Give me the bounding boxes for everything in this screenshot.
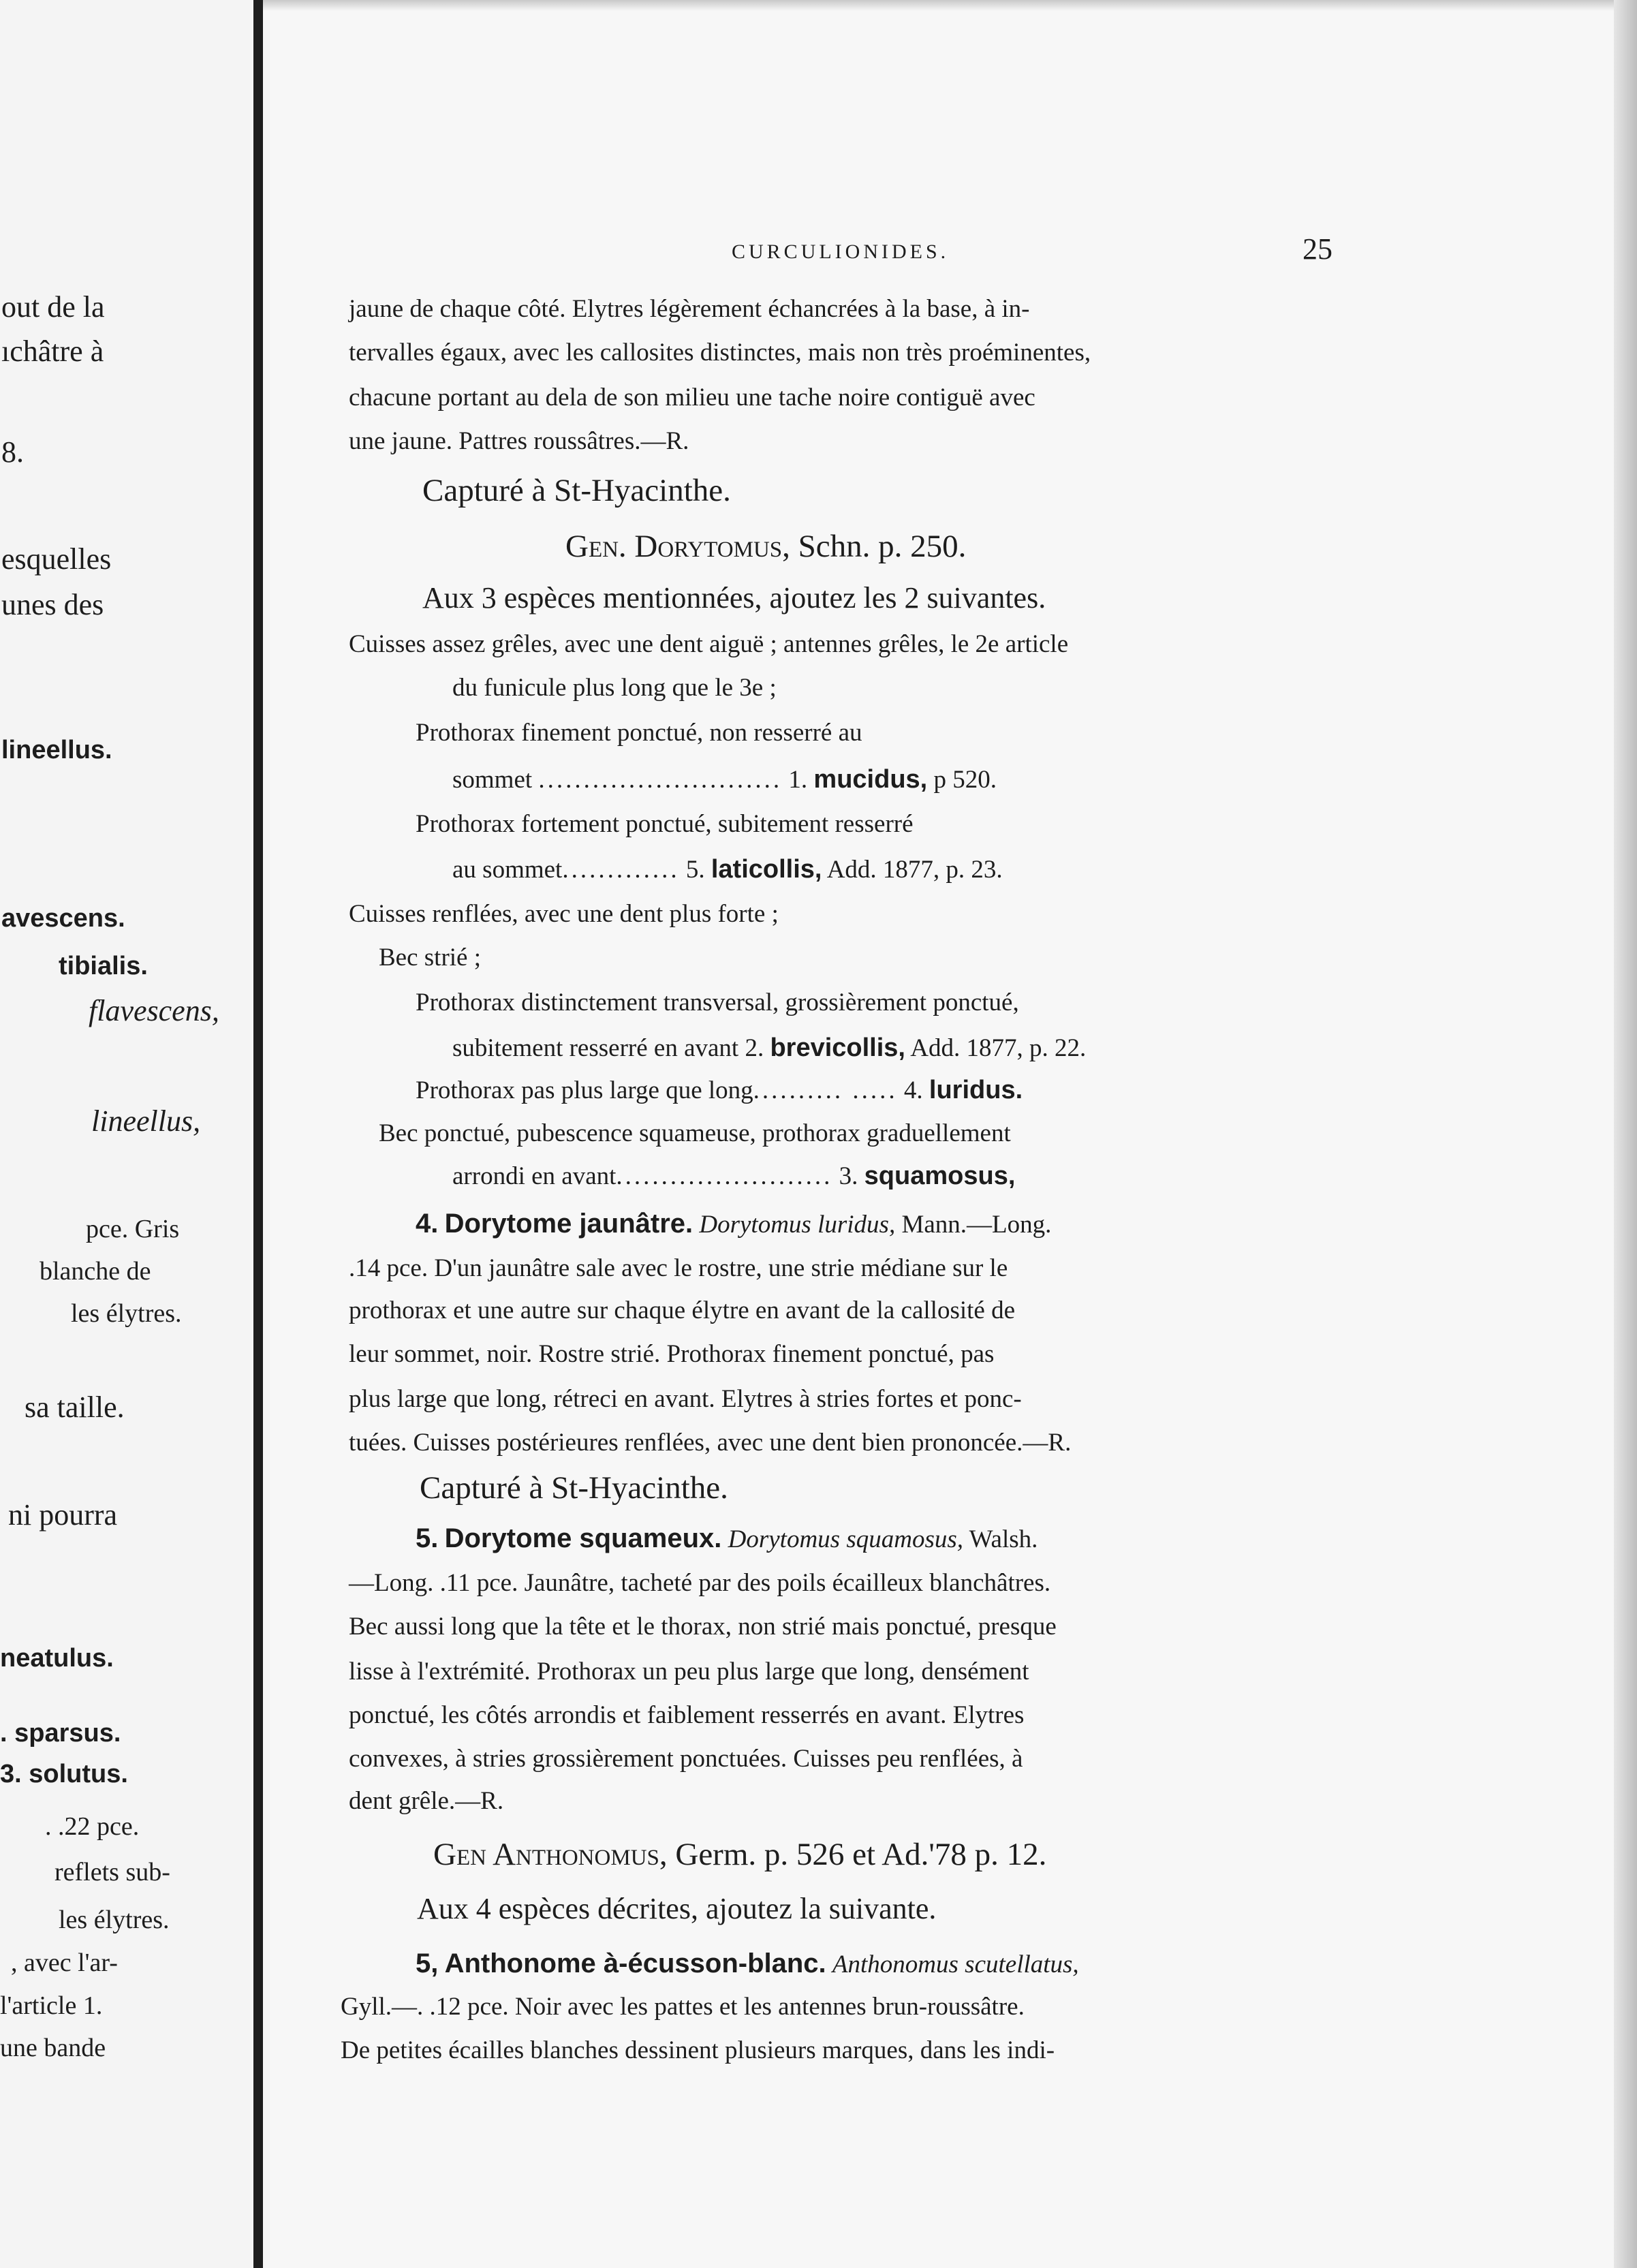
- leader-dots: .......... .....: [753, 1076, 898, 1104]
- book-gutter: [253, 0, 263, 2268]
- species-common-name: Anthonome à-écusson-blanc.: [444, 1948, 826, 1978]
- left-line: blanche de: [40, 1257, 151, 1286]
- left-line: 8.: [1, 435, 24, 469]
- key-line: du funicule plus long que le 3e ;: [452, 674, 777, 702]
- text-line: tuées. Cuisses postérieures renflées, avec une dent bien prononcée.—R.: [349, 1429, 1072, 1457]
- species-latin-name: Dorytomus squamosus,: [728, 1525, 963, 1553]
- key-line: Bec ponctué, pubescence squameuse, prothorax graduellement: [379, 1119, 1011, 1147]
- key-line: Cuisses renflées, avec une dent plus forte ;: [349, 900, 779, 928]
- species-name: brevicollis,: [770, 1034, 905, 1062]
- running-header: CURCULIONIDES.: [732, 240, 950, 263]
- text-line: chacune portant au dela de son milieu une tache noire contiguë avec: [349, 384, 1035, 411]
- leader-dots: .............: [562, 856, 680, 884]
- species-author: Mann.—Long.: [895, 1211, 1052, 1239]
- genus-ref: Schn. p. 250.: [790, 529, 967, 564]
- left-line: . .22 pce.: [45, 1812, 140, 1841]
- left-line: flavescens,: [89, 994, 219, 1027]
- key-line-laticollis: au sommet............. 5. laticollis, Add. 1877, p. 23.: [452, 855, 1003, 884]
- left-line: ıchâtre à: [1, 335, 104, 368]
- key-line: Cuisses assez grêles, avec une dent aiguë ; antennes grêles, le 2e article: [349, 630, 1069, 658]
- left-line: les élytres.: [71, 1299, 182, 1328]
- leader-dots: ........................: [616, 1162, 833, 1190]
- species-latin-name: Dorytomus luridus,: [699, 1211, 896, 1239]
- species-heading: [416, 1946, 1079, 1983]
- capture-note: Capturé à St-Hyacinthe.: [422, 473, 731, 508]
- species-latin-name: Anthonomus scutellatus,: [832, 1951, 1079, 1978]
- text-line: tervalles égaux, avec les callosites distinctes, mais non très proéminentes,: [349, 339, 1091, 367]
- key-line: Prothorax distinctement transversal, grossièrement ponctué,: [416, 989, 1019, 1016]
- left-line: ni pourra: [8, 1498, 118, 1532]
- page-top-edge: [263, 0, 1637, 11]
- text-line: Gyll.—. .12 pce. Noir avec les pattes et les antennes brun-roussâtre.: [341, 1993, 1025, 2021]
- text-line: leur sommet, noir. Rostre strié. Prothorax finement ponctué, pas: [349, 1340, 995, 1368]
- species-number: 4.: [416, 1209, 439, 1239]
- genus-name: Gen Anthonomus,: [433, 1837, 668, 1872]
- species-name: mucidus,: [813, 765, 928, 794]
- text-line: une jaune. Pattres roussâtres.—R.: [349, 427, 689, 455]
- intro-line: Aux 4 espèces décrites, ajoutez la suivante.: [417, 1892, 937, 1925]
- species-name: laticollis,: [711, 855, 822, 884]
- genus-ref: Germ. p. 526 et Ad.'78 p. 12.: [667, 1837, 1047, 1872]
- species-common-name: Dorytome jaunâtre.: [444, 1209, 693, 1239]
- text-line: dent grêle.—R.: [349, 1787, 504, 1815]
- text-line: convexes, à stries grossièrement ponctuées. Cuisses peu renflées, à: [349, 1745, 1023, 1773]
- left-line: lineellus.: [1, 736, 112, 764]
- key-line: Bec strié ;: [379, 944, 482, 972]
- text-line: Bec aussi long que la tête et le thorax, non strié mais ponctué, presque: [349, 1613, 1057, 1641]
- left-line: unes des: [1, 588, 104, 621]
- left-line: les élytres.: [59, 1906, 170, 1934]
- left-page-fragment: [0, 0, 253, 2268]
- text-line: ponctué, les côtés arrondis et faiblement resserrés en avant. Elytres: [349, 1701, 1025, 1729]
- capture-note: Capturé à St-Hyacinthe.: [420, 1470, 728, 1506]
- key-line: Prothorax fortement ponctué, subitement resserré: [416, 810, 914, 838]
- key-line-mucidus: sommet ........................... 1. mucidus, p 520.: [452, 765, 997, 794]
- text-line: —Long. .11 pce. Jaunâtre, tacheté par des poils écailleux blanchâtres.: [349, 1569, 1051, 1597]
- species-number: 5.: [416, 1523, 439, 1553]
- left-line: esquelles: [1, 542, 112, 576]
- text-line: lisse à l'extrémité. Prothorax un peu plus large que long, densément: [349, 1658, 1029, 1686]
- left-line: avescens.: [1, 904, 125, 933]
- text-line: .14 pce. D'un jaunâtre sale avec le rostre, une strie médiane sur le: [349, 1254, 1008, 1282]
- left-line: l'article 1.: [0, 1991, 103, 2020]
- species-number: 5,: [416, 1948, 439, 1978]
- species-name: luridus.: [929, 1076, 1023, 1104]
- left-line: lineellus,: [91, 1104, 201, 1138]
- left-line: neatulus.: [0, 1644, 114, 1673]
- left-line: tibialis.: [59, 952, 148, 980]
- species-author: Walsh.: [963, 1525, 1038, 1553]
- left-line: , avec l'ar-: [11, 1948, 118, 1977]
- intro-line: Aux 3 espèces mentionnées, ajoutez les 2 suivantes.: [422, 581, 1046, 615]
- page-number: 25: [1303, 232, 1332, 266]
- leader-dots: ...........................: [538, 766, 783, 794]
- text-line: jaune de chaque côté. Elytres légèrement échancrées à la base, à in-: [349, 295, 1030, 323]
- species-heading: [416, 1521, 1038, 1557]
- text-line: De petites écailles blanches dessinent plusieurs marques, dans les indi-: [341, 2036, 1055, 2064]
- genus-heading: [433, 1837, 1046, 1872]
- page-right-edge: [1614, 0, 1637, 2268]
- left-line: 3. solutus.: [0, 1760, 128, 1788]
- left-line: pce. Gris: [86, 1215, 180, 1243]
- left-line: sa taille.: [25, 1391, 125, 1424]
- genus-heading: [565, 529, 966, 564]
- left-line: une bande: [0, 2034, 106, 2062]
- left-line: reflets sub-: [54, 1858, 170, 1886]
- left-line: . sparsus.: [0, 1719, 121, 1747]
- key-line-squamosus: arrondi en avant........................ 3. squamosus,: [452, 1162, 1016, 1190]
- species-common-name: Dorytome squameux.: [444, 1523, 722, 1553]
- text-line: prothorax et une autre sur chaque élytre en avant de la callosité de: [349, 1296, 1016, 1324]
- genus-name: Gen. Dorytomus,: [565, 529, 790, 564]
- text-line: plus large que long, rétreci en avant. Elytres à stries fortes et ponc-: [349, 1385, 1022, 1413]
- key-line-luridus: Prothorax pas plus large que long.......... ..... 4. luridus.: [416, 1076, 1023, 1104]
- species-heading: [416, 1206, 1051, 1243]
- key-line-brevicollis: subitement resserré en avant 2. brevicollis, Add. 1877, p. 22.: [452, 1034, 1087, 1062]
- key-line: Prothorax finement ponctué, non resserré au: [416, 719, 862, 747]
- left-line: out de la: [1, 290, 105, 324]
- species-name: squamosus,: [864, 1162, 1016, 1190]
